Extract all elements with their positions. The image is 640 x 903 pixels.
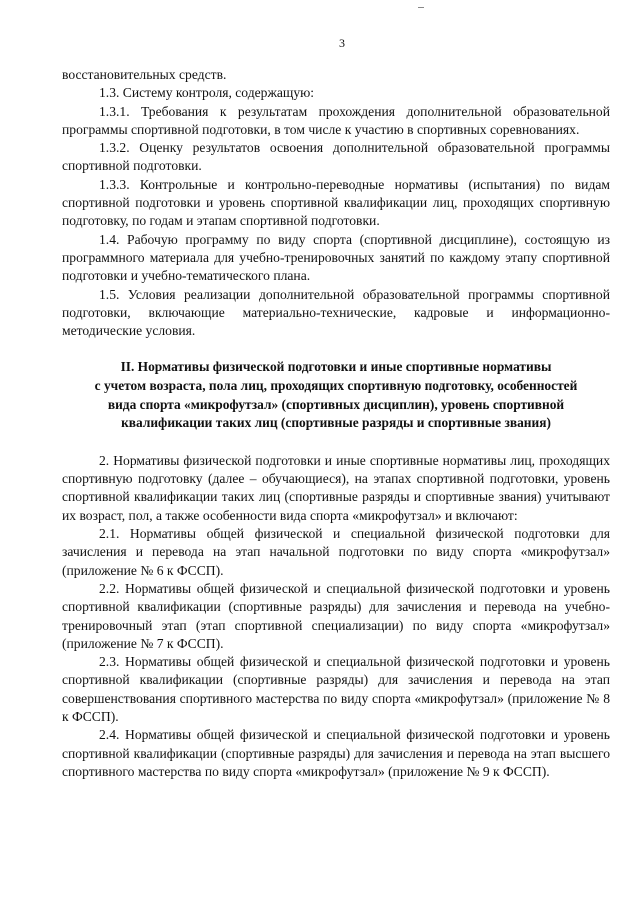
top-paragraphs (62, 66, 610, 340)
paragraph: 1.3.3. Контрольные и контрольно-переводные нормативы (испытания) по видам спортивной подготовки и уровень спортивной квалификации лиц, проходящих спортивную подготовку, по годам и этапам спортивной подготовки. (62, 176, 610, 229)
section-heading-line: с учетом возраста, пола лиц, проходящих спортивную подготовку, особенностей (94, 378, 578, 394)
paragraph: 1.4. Рабочую программу по виду спорта (спортивной дисциплине), состоящую из программного материала для учебно-тренировочных занятий по каждому этапу спортивной подготовки и учебно-тематического плана. (62, 231, 610, 284)
paragraph: 1.3. Систему контроля, содержащую: (99, 85, 315, 101)
section-heading-line: квалификации таких лиц (спортивные разряды и спортивные звания) (121, 415, 551, 431)
paragraph: 1.3.1. Требования к результатам прохождения дополнительной образовательной программы спортивной подготовки, в том числе к участию в спортивных соревнованиях. (62, 103, 610, 137)
paragraph: 2. Нормативы физической подготовки и иные спортивные нормативы лиц, проходящих спортивную подготовку (далее – обучающиеся), на этапах спортивной подготовки, уровень спортивной квалификации таких лиц (спортивные разряды и спортивные звания) учитывают их возраст, пол, а также особенности вида спорта «микрофутзал» и включают: (62, 452, 610, 523)
bottom-paragraphs (62, 452, 610, 781)
section-heading (62, 358, 610, 432)
document-page (62, 36, 610, 781)
paragraph: 2.1. Нормативы общей физической и специальной физической подготовки для зачисления и перевода на этап начальной подготовки по виду спорта «микрофутзал» (приложение № 6 к ФССП). (62, 526, 610, 578)
paragraph: 1.5. Условия реализации дополнительной образовательной программы спортивной подготовки, включающие материально-технические, кадровые и информационно-методические условия. (62, 286, 610, 339)
page-number: 3 (339, 36, 345, 50)
section-heading-line: вида спорта «микрофутзал» (спортивных дисциплин), уровень спортивной (107, 396, 565, 412)
paragraph: восстановительных средств. (62, 67, 227, 82)
scan-mark (418, 7, 424, 8)
paragraph: 2.2. Нормативы общей физической и специальной физической подготовки и уровень спортивной квалификации (спортивные разряды) для зачисления и перевода на учебно-тренировочный этап (этап спортивной специализации) по виду спорта «микрофутзал» (приложение № 7 к ФССП). (62, 580, 610, 651)
paragraph: 1.3.2. Оценку результатов освоения дополнительной образовательной программы спортивной подготовки. (62, 140, 610, 174)
paragraph: 2.3. Нормативы общей физической и специальной физической подготовки и уровень спортивной квалификации (спортивные разряды) для зачисления и перевода на этап совершенствования спортивного мастерства по виду спорта «микрофутзал» (приложение № 8 к ФССП). (62, 654, 610, 724)
section-heading-line: II. Нормативы физической подготовки и иные спортивные нормативы (120, 359, 552, 375)
paragraph: 2.4. Нормативы общей физической и специальной физической подготовки и уровень спортивной квалификации (спортивные разряды) для зачисления и перевода на этап высшего спортивного мастерства по виду спорта «микрофутзал» (приложение № 9 к ФССП). (62, 727, 610, 779)
